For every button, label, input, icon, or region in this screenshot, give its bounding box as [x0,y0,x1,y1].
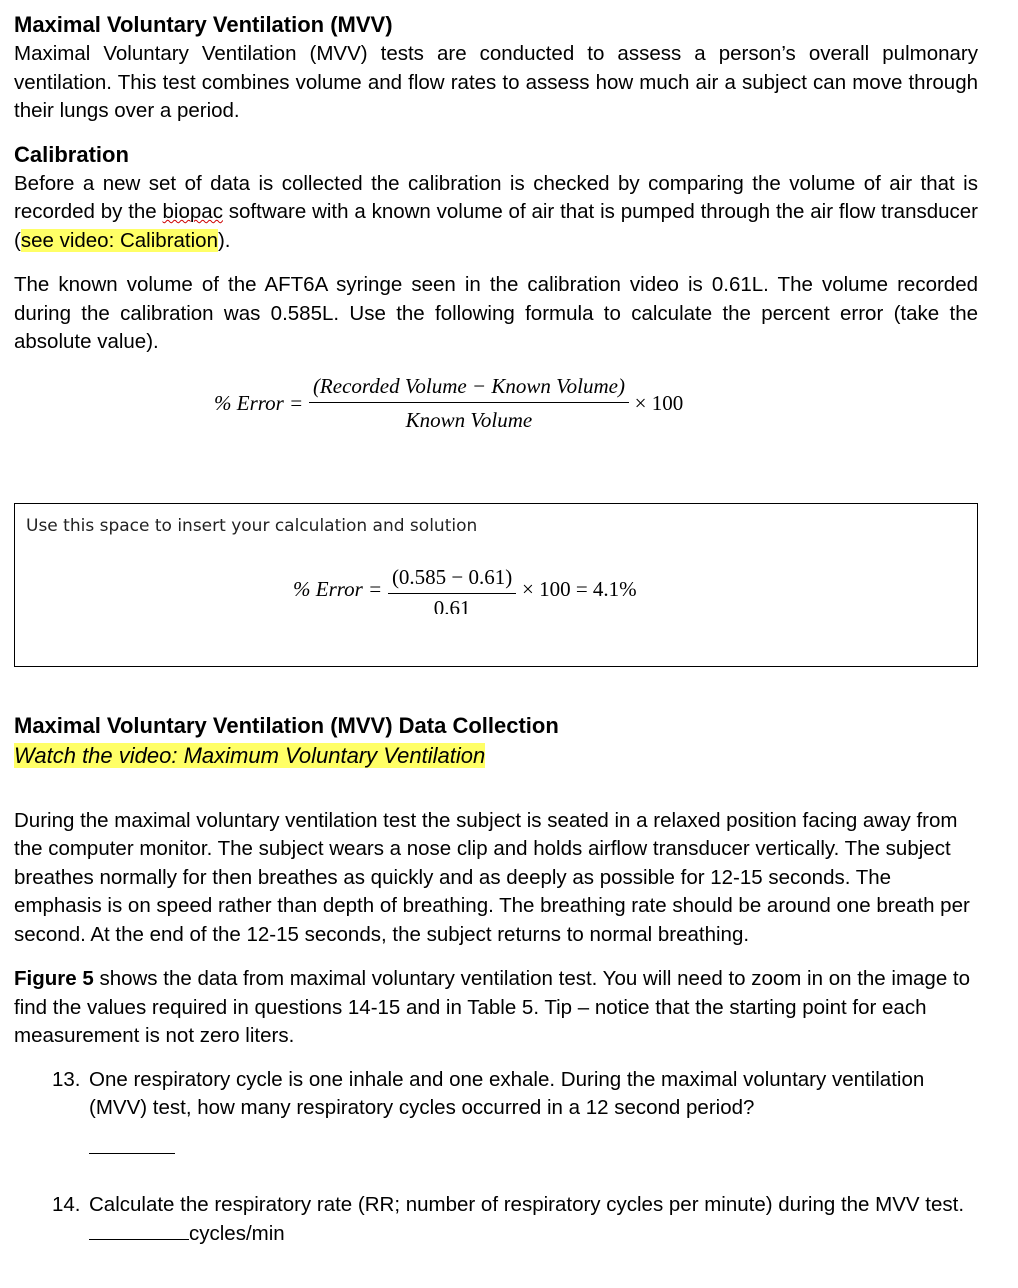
question-14 [14,1191,978,1249]
document-page [14,8,978,1249]
calibration-video-link[interactable]: see video: Calibration [20,228,218,252]
percent-error-formula [14,373,978,463]
calibration-heading: Calibration [14,141,129,167]
answer-denominator: 0.61 [433,595,471,614]
question-13-answer-line[interactable] [89,1133,978,1165]
question-13 [14,1066,978,1165]
calibration-p1-after: ). [217,228,231,252]
question-13-blank[interactable] [89,1133,175,1154]
data-collection-paragraph-2 [14,965,978,1051]
figure-5-ref: Figure 5 [14,967,94,990]
answer-fraction [388,564,516,614]
mvv-video-link[interactable]: Watch the video: Maximum Voluntary Ventilation [14,742,486,768]
data-collection-video [14,741,978,771]
answer-formula [293,564,637,614]
formula-lhs: % Error = [214,390,304,415]
data-collection-heading: Maximal Voluntary Ventilation (MVV) Data Collection [14,712,559,738]
question-13-text: One respiratory cycle is one inhale and one exhale. During the maximal voluntary ventilation (MVV) test, how many respiratory cycles occurred in a 12 second period? [89,1067,925,1119]
mvv-intro: Maximal Voluntary Ventilation (MVV) tests are conducted to assess a person’s overall pulmonary ventilation. This test combines volume and flow rates to assess how much air a subject can move through their lungs over a period. [14,42,978,122]
data-collection-paragraph-1: During the maximal voluntary ventilation test the subject is seated in a relaxed position facing away from the computer monitor. The subject wears a nose clip and holds airflow transducer vertically. The subject breathes normally for then breathes as quickly and as deeply as possible for 12-15 seconds. The emphasis is on speed rather than depth of breathing. The breathing rate should be around one breath per second. At the end of the 12-15 seconds, the subject returns to normal breathing. [14,808,970,946]
answer-box-label: Use this space to insert your calculation and solution [26,515,478,536]
answer-rhs: × 100 = 4.1% [521,576,637,601]
question-13-number: 13. [52,1067,81,1091]
question-14-unit: cycles/min [189,1222,285,1245]
data-collection-p2-rest: shows the data from maximal voluntary ventilation test. You will need to zoom in on the image to find the values required in questions 14-15 and in Table 5. Tip – notice that the starting point for each measurement is not zero liters. [14,967,971,1047]
formula-numerator: (Recorded Volume − Known Volume) [309,373,629,403]
answer-box[interactable] [14,503,978,667]
calibration-paragraph-2: The known volume of the AFT6A syringe seen in the calibration video is 0.61L. The volume recorded during the calibration was 0.585L. Use the following formula to calculate the percent error (take the absolute value). [14,273,978,353]
question-14-blank[interactable] [89,1219,189,1240]
biopac-word: biopac [162,200,223,223]
calibration-p1-middle: software with a known volume of air that is pumped through the air flow transducer ( [14,200,978,252]
mvv-heading: Maximal Voluntary Ventilation (MVV) [14,12,393,37]
question-14-text: Calculate the respiratory rate (RR; number of respiratory cycles per minute) during the MVV test. [89,1192,965,1216]
formula-fraction [309,373,629,433]
calibration-paragraph-1 [14,170,978,256]
answer-numerator: (0.585 − 0.61) [388,564,516,594]
calibration-p1-before: Before a new set of data is collected the calibration is checked by comparing the volume of air that is recorded by the [14,171,978,223]
formula-denominator: Known Volume [405,407,533,432]
question-14-number: 14. [52,1192,81,1216]
formula-rhs: × 100 [634,390,684,415]
answer-lhs: % Error = [293,576,383,601]
question-list [14,1066,978,1249]
